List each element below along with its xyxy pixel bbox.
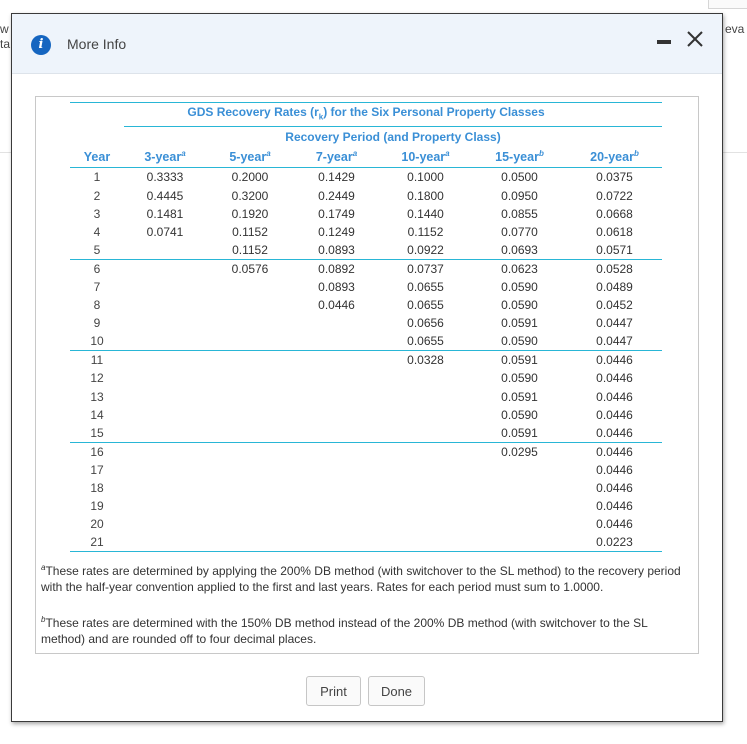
year-cell: 16 (70, 442, 124, 461)
background-text-right: eva (725, 22, 745, 36)
table-row (70, 186, 662, 204)
rate-cell (472, 497, 567, 515)
close-icon[interactable] (684, 28, 706, 50)
background-text-bottom: ta (0, 37, 11, 51)
year-cell: 7 (93, 280, 101, 294)
rate-cell: 0.0452 (596, 298, 633, 313)
rate-cell: 0.0591 (501, 425, 538, 440)
rate-cell: 0.0571 (596, 242, 633, 257)
rate-cell: 0.1152 (407, 224, 444, 239)
rate-cell: 0.0590 (501, 407, 538, 422)
rate-cell (124, 388, 206, 406)
rate-cell (124, 461, 206, 479)
print-button[interactable]: Print (306, 676, 361, 706)
rate-cell: 0.3200 (231, 188, 269, 203)
column-header-row (70, 147, 662, 168)
rate-cell: 0.2000 (231, 170, 269, 185)
rate-cell (124, 314, 206, 332)
table-body (70, 168, 662, 552)
table-row (70, 168, 662, 187)
rate-cell: 0.1152 (232, 224, 268, 239)
table-row (70, 205, 662, 223)
rate-cell (206, 296, 294, 314)
rate-cell: 0.0693 (501, 242, 538, 257)
rate-cell (379, 406, 472, 424)
rate-cell: 0.0446 (567, 351, 662, 370)
table-row (70, 223, 662, 241)
rate-cell: 0.1000 (407, 170, 444, 185)
year-cell: 17 (90, 462, 104, 477)
rate-cell: 0.0737 (379, 259, 472, 278)
rate-cell: 0.0447 (596, 316, 633, 331)
rate-cell: 0.0722 (596, 188, 633, 203)
rate-cell (294, 479, 379, 497)
rate-cell (379, 442, 472, 461)
more-info-dialog (11, 13, 723, 722)
rate-cell: 0.1920 (231, 206, 269, 221)
rate-cell: 0.1429 (318, 170, 355, 185)
year-cell: 18 (90, 481, 104, 496)
year-cell: 21 (70, 533, 124, 552)
rate-cell: 0.0446 (596, 425, 633, 440)
table-row (70, 241, 662, 260)
column-header-15-year: 15-year$^b$ (472, 147, 567, 168)
year-cell: 4 (93, 224, 101, 239)
rate-cell (124, 278, 206, 296)
table-row (70, 406, 662, 424)
rate-cell (379, 424, 472, 443)
rate-cell (472, 533, 567, 552)
rate-cell: 0.0446 (567, 442, 662, 461)
year-cell: 20 (90, 517, 104, 532)
rate-cell (206, 314, 294, 332)
rate-cell: 0.0623 (472, 259, 567, 278)
rate-cell: 0.1440 (407, 206, 444, 221)
rate-cell: 0.0591 (501, 316, 538, 331)
year-cell: 5 (93, 242, 101, 257)
rate-cell (206, 479, 294, 497)
rate-cell (206, 497, 294, 515)
rate-cell (124, 259, 206, 278)
table-subtitle-row (70, 127, 662, 148)
rate-cell (472, 515, 567, 533)
rate-cell: 0.1481 (146, 206, 184, 221)
rate-cell (124, 442, 206, 461)
rate-cell: 0.0591 (472, 351, 567, 370)
column-header-20-year: 20-year$^b$ (567, 147, 662, 168)
rate-cell: 0.0576 (206, 259, 294, 278)
rate-cell (124, 351, 206, 370)
rate-cell (206, 332, 294, 351)
rate-cell (294, 332, 379, 351)
rate-cell: 0.0446 (596, 462, 633, 477)
rate-cell (294, 461, 379, 479)
year-cell: 10 (90, 334, 104, 349)
rate-cell (124, 515, 206, 533)
rate-cell: 0.1249 (318, 224, 355, 239)
rate-cell (294, 497, 379, 515)
rate-cell (124, 406, 206, 424)
rate-cell (124, 533, 206, 552)
rate-cell (472, 479, 567, 497)
rate-cell: 0.0741 (146, 224, 184, 239)
table-row (70, 515, 662, 533)
table-row (70, 369, 662, 387)
rate-cell: 0.0893 (318, 242, 355, 257)
rate-cell: 0.0656 (407, 316, 444, 331)
rate-cell: 0.0295 (472, 442, 567, 461)
rate-cell (294, 388, 379, 406)
rate-cell: 0.3333 (146, 170, 184, 185)
column-header-3-year: 3-year$^a$ (124, 147, 206, 168)
rate-cell: 0.0446 (596, 389, 633, 404)
rate-cell (294, 314, 379, 332)
rate-cell (294, 369, 379, 387)
rate-cell: 0.0855 (501, 206, 538, 221)
table-title-row (70, 103, 662, 127)
rate-cell: 0.0328 (379, 351, 472, 370)
table-row (70, 296, 662, 314)
rate-cell: 0.0922 (407, 242, 444, 257)
rate-cell (206, 424, 294, 443)
table-row (70, 259, 662, 278)
rate-cell (124, 296, 206, 314)
rate-cell (294, 406, 379, 424)
rate-cell (206, 406, 294, 424)
table-row (70, 497, 662, 515)
rate-cell: 0.0770 (501, 224, 538, 239)
table-row (70, 461, 662, 479)
rate-cell: 0.0446 (596, 481, 633, 496)
rate-cell: 0.0590 (501, 298, 538, 313)
year-cell: 12 (90, 371, 104, 386)
rate-cell: 0.0489 (596, 280, 633, 294)
rate-cell (379, 515, 472, 533)
rate-cell: 0.2449 (318, 188, 355, 203)
column-header-10-year: 10-year$^a$ (379, 147, 472, 168)
rate-cell: 0.0590 (501, 280, 538, 294)
rate-cell: 0.0446 (318, 298, 355, 313)
rate-cell: 0.0668 (596, 206, 633, 221)
rate-cell (379, 533, 472, 552)
gds-recovery-rates-table (70, 102, 662, 552)
year-cell: 9 (93, 316, 101, 331)
rate-cell: 0.4445 (146, 188, 184, 203)
rate-cell: 0.0591 (501, 389, 538, 404)
rate-cell (379, 461, 472, 479)
info-content (35, 96, 699, 654)
rate-cell (206, 369, 294, 387)
rate-cell (124, 424, 206, 443)
rate-cell: 0.0446 (596, 407, 633, 422)
rate-cell (379, 479, 472, 497)
rate-cell (206, 351, 294, 370)
rate-cell (294, 533, 379, 552)
dialog-title: More Info (67, 36, 127, 52)
info-icon: i (31, 35, 51, 55)
table-title: GDS Recovery Rates $(r_k)$ for the Six Personal Property Classes (70, 103, 662, 127)
minimize-icon[interactable] (657, 40, 671, 44)
year-cell: 8 (93, 298, 101, 313)
dialog-header (12, 14, 722, 74)
background-input-edge (708, 0, 747, 9)
rate-cell (206, 278, 294, 296)
rate-cell: 0.1749 (318, 206, 355, 221)
year-cell: 15 (90, 425, 104, 440)
year-cell: 6 (70, 259, 124, 278)
done-button[interactable]: Done (368, 676, 425, 706)
rate-cell (124, 497, 206, 515)
rate-cell: 0.0375 (596, 170, 633, 185)
column-header-5-year: 5-year$^a$ (206, 147, 294, 168)
rate-cell: 0.0447 (596, 334, 633, 349)
rate-cell (294, 424, 379, 443)
year-cell: 2 (93, 188, 101, 203)
table-row (70, 424, 662, 443)
rate-cell (294, 442, 379, 461)
rate-cell (379, 388, 472, 406)
rate-cell: 0.0223 (567, 533, 662, 552)
rate-cell (472, 461, 567, 479)
year-cell: 14 (90, 407, 104, 422)
rate-cell (206, 533, 294, 552)
table-row (70, 278, 662, 296)
table-row (70, 388, 662, 406)
table-row (70, 314, 662, 332)
rate-cell (379, 369, 472, 387)
table-row (70, 533, 662, 552)
rate-cell (379, 497, 472, 515)
rate-cell: 0.0655 (407, 298, 444, 313)
column-header-7-year: 7-year$^a$ (294, 147, 379, 168)
year-cell: 11 (70, 351, 124, 370)
rate-cell: 0.0892 (294, 259, 379, 278)
rate-cell: 0.1800 (407, 188, 444, 203)
rate-cell: 0.0950 (501, 188, 538, 203)
rate-cell: 0.0446 (596, 371, 633, 386)
rate-cell (294, 515, 379, 533)
rate-cell (206, 461, 294, 479)
rate-cell: 0.0446 (596, 499, 633, 514)
rate-cell (124, 332, 206, 351)
table-row (70, 351, 662, 370)
table-subtitle: Recovery Period (and Property Class) (124, 127, 662, 148)
rate-cell: 0.0590 (501, 371, 538, 386)
table-row (70, 479, 662, 497)
rate-cell (206, 515, 294, 533)
table-row (70, 442, 662, 461)
rate-cell: 0.0590 (501, 334, 538, 349)
year-header: Year (70, 147, 124, 168)
rate-cell: 0.0618 (596, 224, 633, 239)
rate-cell: 0.0500 (501, 170, 538, 185)
year-cell: 1 (93, 170, 101, 185)
footnote-b: $^b$These rates are determined with the 150% DB method instead of the 200% DB method (with switchover to the SL method) and are rounded off to four decimal places. (41, 615, 648, 646)
rate-cell: 0.0655 (407, 280, 444, 294)
rate-cell (206, 442, 294, 461)
rate-cell (294, 351, 379, 370)
rate-cell: 0.0528 (567, 259, 662, 278)
year-cell: 19 (90, 499, 104, 514)
rate-cell: 0.0446 (596, 517, 633, 532)
rate-cell: 0.1152 (232, 242, 268, 257)
rate-cell (124, 369, 206, 387)
footnote-a: $^a$These rates are determined by applying the 200% DB method (with switchover to the SL method) to the recovery period with the half-year convention applied to the first and last years. Rates for each period must sum to 1.0000. (41, 563, 681, 594)
rate-cell (124, 241, 206, 260)
table-row (70, 332, 662, 351)
rate-cell: 0.0655 (407, 334, 444, 349)
rate-cell: 0.0893 (318, 280, 355, 294)
rate-cell (124, 479, 206, 497)
rate-cell (206, 388, 294, 406)
year-cell: 3 (93, 206, 101, 221)
year-cell: 13 (90, 389, 104, 404)
background-text-top: w (0, 22, 9, 36)
